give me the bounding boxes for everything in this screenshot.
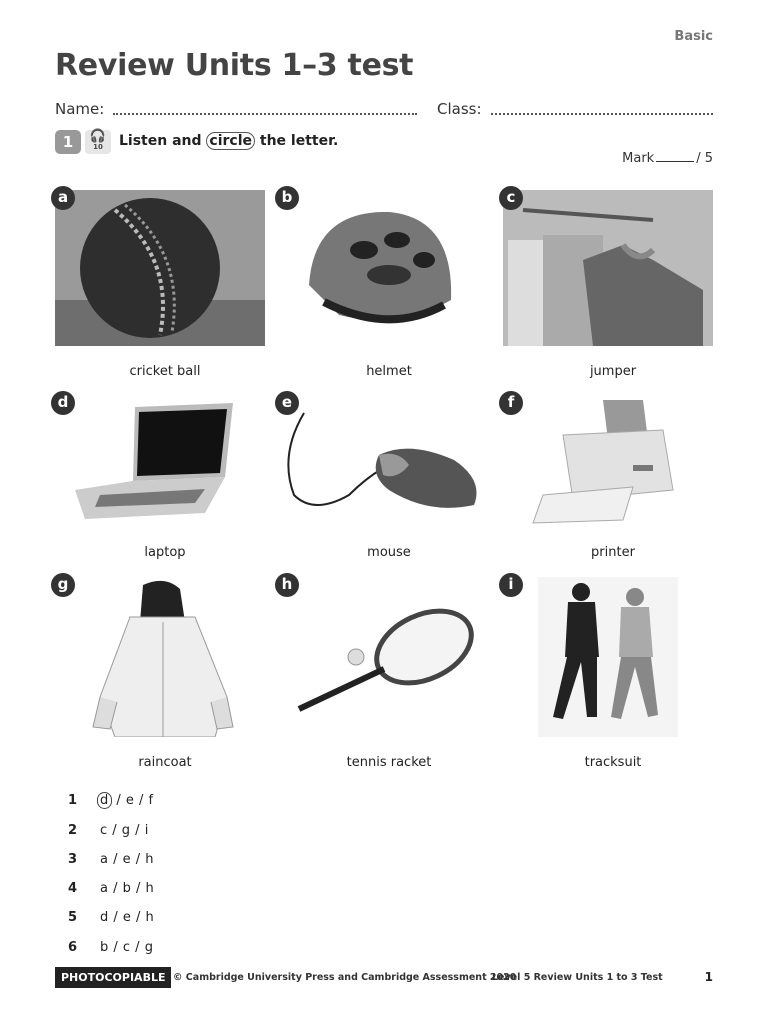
- item-letter: d: [51, 391, 75, 415]
- item-caption: tracksuit: [584, 755, 642, 770]
- item-letter: i: [499, 573, 523, 597]
- answer-row[interactable]: 4 a / b / h: [68, 881, 155, 896]
- page-number: 1: [704, 970, 713, 984]
- page-title: Review Units 1–3 test: [55, 48, 414, 83]
- example-answer-circle: d: [97, 792, 112, 809]
- item-caption: tennis racket: [346, 755, 432, 770]
- item-caption: laptop: [144, 545, 186, 560]
- mouse-photo: [279, 395, 489, 527]
- name-label: Name:: [55, 100, 105, 118]
- answer-row[interactable]: 3 a / e / h: [68, 852, 154, 867]
- answer-row[interactable]: 5 d / e / h: [68, 910, 155, 925]
- answer-row: 1 d / e / f: [68, 793, 154, 808]
- item-caption: raincoat: [138, 755, 192, 770]
- copyright-text: © Cambridge University Press and Cambridge Assessment 2020: [173, 972, 517, 983]
- laptop-photo: [55, 395, 265, 527]
- name-field[interactable]: [113, 113, 417, 115]
- class-label: Class:: [437, 100, 482, 118]
- item-caption: cricket ball: [129, 364, 201, 379]
- answer-row[interactable]: 2 c / g / i: [68, 823, 149, 838]
- raincoat-photo: [55, 577, 265, 737]
- tracksuit-photo: [503, 577, 713, 737]
- item-caption: helmet: [366, 364, 412, 379]
- cricket-ball-photo: [55, 190, 265, 346]
- item-letter: c: [499, 186, 523, 210]
- level-label: Basic: [674, 29, 713, 44]
- item-letter: f: [499, 391, 523, 415]
- footer-level-text: Level 5 Review Units 1 to 3 Test: [492, 972, 663, 983]
- printer-photo: [503, 395, 713, 527]
- item-letter: e: [275, 391, 299, 415]
- class-field[interactable]: [491, 113, 713, 115]
- item-caption: printer: [591, 545, 635, 560]
- item-caption: mouse: [367, 545, 411, 560]
- audio-track-number: 10: [93, 143, 103, 151]
- tennis-racket-photo: [279, 577, 489, 737]
- mark-box: Mark / 5: [622, 151, 713, 166]
- item-letter: g: [51, 573, 75, 597]
- mark-field[interactable]: [656, 161, 694, 162]
- item-letter: h: [275, 573, 299, 597]
- photocopiable-badge: PHOTOCOPIABLE: [55, 967, 171, 988]
- answer-row[interactable]: 6 b / c / g: [68, 940, 154, 955]
- task-text: Listen and circle the letter.: [119, 133, 339, 149]
- circle-word: circle: [206, 132, 255, 150]
- helmet-photo: [279, 190, 489, 346]
- footer: [55, 967, 713, 989]
- jumper-photo: [503, 190, 713, 346]
- item-letter: b: [275, 186, 299, 210]
- item-caption: jumper: [589, 364, 637, 379]
- headphones-icon: 🎧 10: [85, 130, 111, 154]
- task-number: 1: [55, 130, 81, 154]
- item-letter: a: [51, 186, 75, 210]
